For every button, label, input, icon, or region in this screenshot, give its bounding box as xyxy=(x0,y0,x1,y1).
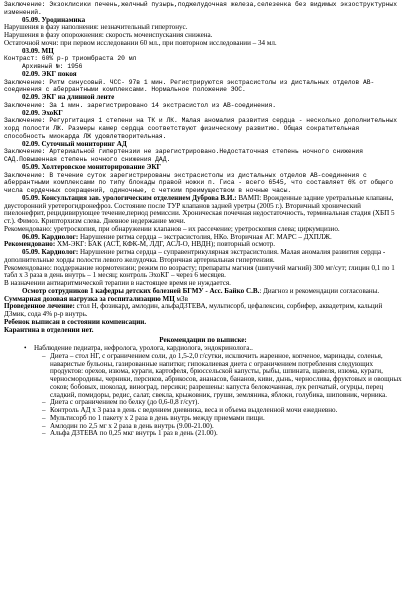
holter-conclusion: Заключение: В течение суток зарегистрированы экстрасистолы из дистальных отделов АВ-соединения с аберрантными комплексами по типу блокады правой ножки п. Гиса - всего 6545, что составляет 6% от общего числа сердечных сокращений, одиночные, с четким преимуществом в ночные часы. xyxy=(4,171,394,194)
treatment-label: Проведенное лечение: xyxy=(4,302,77,311)
radiation-dose-label: Суммарная дозовая нагрузка за госпитализацию МЦ xyxy=(4,294,177,303)
treatment-text: стол Н, фозикард, амлодин, альфаД3ТЕВА, мультисорб, цефалексин, сорбифер, аквадетрим, кальций Д3мик, сода 4% р-р внутрь. xyxy=(4,302,383,318)
staff-examination-title: Осмотр сотрудников 1 кафедры детских болезней БГМУ - Асс. Байко С.В. xyxy=(22,286,260,295)
recommendation-item: – Диета – стол НГ, с ограничением соли, до 1,5-2,0 г/сутки, исключить жаренное, копченое, маринады, соленья, наваристые бульоны, газированные напитки; гипокалиевая диета с ограничением потребления следующих продуктов: орехов, изюма, кураги, картофеля, брюссельской капусты, рыбы, шпината, щавеля, изюма, кураги, черносмородины, черники, персиков, абрикосов, ананасов, бананов, киви, дынь, чернослива, фруктовых и овощных соков; бобовых, шоколад, виноград, персики; разрешены: капуста белокочанная, лук репчатый, огурцы, перец сладкий, помидоры, редис, салат, свекла, крыжовник, груши, земляника, яблоки, голубика, шиповник, черника. xyxy=(42,353,402,400)
ecg-long-heading: 02.09. ЭКГ на длинной ленте xyxy=(22,93,115,101)
mcu-archive: Архивный №: 1956 xyxy=(22,63,83,70)
cardiology-2-text: Нарушение ритма сердца – суправентрикулярная экстрасистолия. Малая аномалия развития сердца - дополнительные хорды полости левого желудочка. Вторичная артериальная гипертензия. xyxy=(4,248,386,264)
abpm-conclusion: Заключение: Артериальной гипертензии не зарегистрировано.Недостаточная степень ночного снижения САД.Повышенная степень ночного снижения ДАД. xyxy=(4,148,363,163)
cardiology-1-rec-label: Рекомендовано: xyxy=(4,240,57,249)
ultrasound-conclusion: Заключение: Экзоклисики печень,желчный пузырь,поджелудочная железа,селезенка без видимых экзоструктурных изменений. xyxy=(4,1,397,16)
discharge-status: Ребенок выписан в состоянии компенсации. xyxy=(4,317,147,326)
cardiology-2-title: 05.09. Кардиолог: xyxy=(22,248,80,256)
recommendation-item: – Альфа Д3ТЕВА по 0,25 мкг внутрь 1 раз в день (21.00). xyxy=(42,430,402,438)
recommendation-item: – Амлодин по 2,5 мг х 2 раза в день внутрь (9.00-21.00). xyxy=(42,423,402,431)
cardiology-consult-2 xyxy=(4,249,402,265)
ecg-rest-heading: 02.09. ЭКГ покоя xyxy=(22,69,77,78)
echo-heading: 02.09. ЭхоКГ xyxy=(22,108,63,117)
antiarrhythmic-note: В назначении антиаритмической терапии в настоящее время не нуждается. xyxy=(4,279,231,287)
urology-recommendation: Рекомендовано: уретроскопия, при обнаружении клапанов – их рассечение; уретроскопия слева; циркумцизио. xyxy=(4,224,340,233)
ecg-long-conclusion: Заключение: За 1 мин. зарегистрировано 14 экстрасистол из АВ-соединения. xyxy=(4,101,277,109)
cardiology-1-rec-text: ХМ-ЭКГ: БАК (АСТ, КФК-М, ЛДГ, АСЛ-О, НВДН); повторный осмотр. xyxy=(56,240,276,249)
quarantine-status: Карантина в отделении нет. xyxy=(4,325,94,334)
abpm-heading: 02.09. Суточный мониторинг АД xyxy=(22,139,127,148)
echo-conclusion: Заключение: Регургитация 1 степени на ТК и ЛК. Малая аномалия развития сердца - несколько дополнительных хорд полости ЛЖ. Размеры камер сердца соответствуют физическому развитию. Общая сократительная способность миокарда ЛЖ удовлетворительная. xyxy=(4,117,397,140)
cardiology-1-title: 06.09. Кардиолог: xyxy=(22,232,80,241)
recommendation-item: – Контроль АД х 3 раза в день с ведением дневника, веса и объема выделенной мочи ежедневно. xyxy=(42,407,402,415)
urology-consult-title: 05.09. Консультация зав. урологическим отделением Дуброва В.И.: xyxy=(22,193,239,202)
recommendations-title: Рекомендации по выписке: xyxy=(159,336,247,345)
ecg-rest-conclusion: Заключение: Ритм синусовый. ЧСС- 97в 1 мин. Регистрируются экстрасистолы из дистальных отделов АВ-соединения с аберрантными комплексами. Нормальное положение ЭОС. xyxy=(4,78,375,94)
recommendation-item: • Наблюдение педиатра, нефролога, уролога, кардиолога, эндокринолога.. xyxy=(24,345,402,353)
urodynamics-filling: Нарушения в фазу наполнения: незначительный гипертонус. xyxy=(4,23,188,32)
cardiology-1-text: Нарушение ритма сердца – экстрасистолия, НКо. Вторичная АГ. МАРС – ДХПЛЖ. xyxy=(79,232,332,241)
treatment xyxy=(4,303,402,319)
cardiology-2-recommendation: Рекомендовано: поддержание нормотензии; режим по возрасту; препараты магния (шипучий магний) 300 мг/сут; глицин 0,1 по 1 табл х 3 раза в день внутрь – 1 месяц; контроль ЭхоКГ – через 6 месяцев. xyxy=(4,263,395,280)
mcu-heading: 03.09. МЦ xyxy=(22,46,54,55)
urodynamics-residual: Остаточной мочи: при первом исследовании 60 мл., при повторном исследовании – 34 мл. xyxy=(4,38,277,47)
recommendation-item: – Диета с ограничением по белку (до 0,6-0,8 г/сут). xyxy=(42,399,402,407)
urology-consult-text: ВАМП: Врожденные задние уретральные клапаны, двусторонний уретерогидронефроз. Состояние после ТУР клапанов задней уретры (2005 г.). Вторичный хронический пиелонефрит, рецидивирующее течение,период ремиссии. Хроническая почечная недостаточность, терминальная стадия (ХБП 5 ст.). Фимоз. Крипторхизм слева. Дневное недержание мочи. xyxy=(4,193,395,225)
urodynamics-emptying: Нарушения в фазу опорожнения: скорость мочеиспускания снижена. xyxy=(4,31,213,39)
radiation-dose-unit: мЗв xyxy=(176,294,188,303)
urodynamics-heading: 05.09. Уродинамика xyxy=(22,15,86,24)
holter-heading: 05.09. Холтеровское мониторирование ЭКГ xyxy=(22,162,162,171)
mcu-contrast: Контраст: 60% р-р триомбраста 20 мл xyxy=(4,55,137,63)
urology-consult xyxy=(4,195,402,226)
staff-examination-text: : Диагноз и рекомендации согласованы. xyxy=(259,286,380,295)
recommendations-list-2 xyxy=(4,353,402,438)
recommendation-item: – Мультисорб по 1 пакету х 2 раза в день внутрь между приемами пищи. xyxy=(42,415,402,423)
